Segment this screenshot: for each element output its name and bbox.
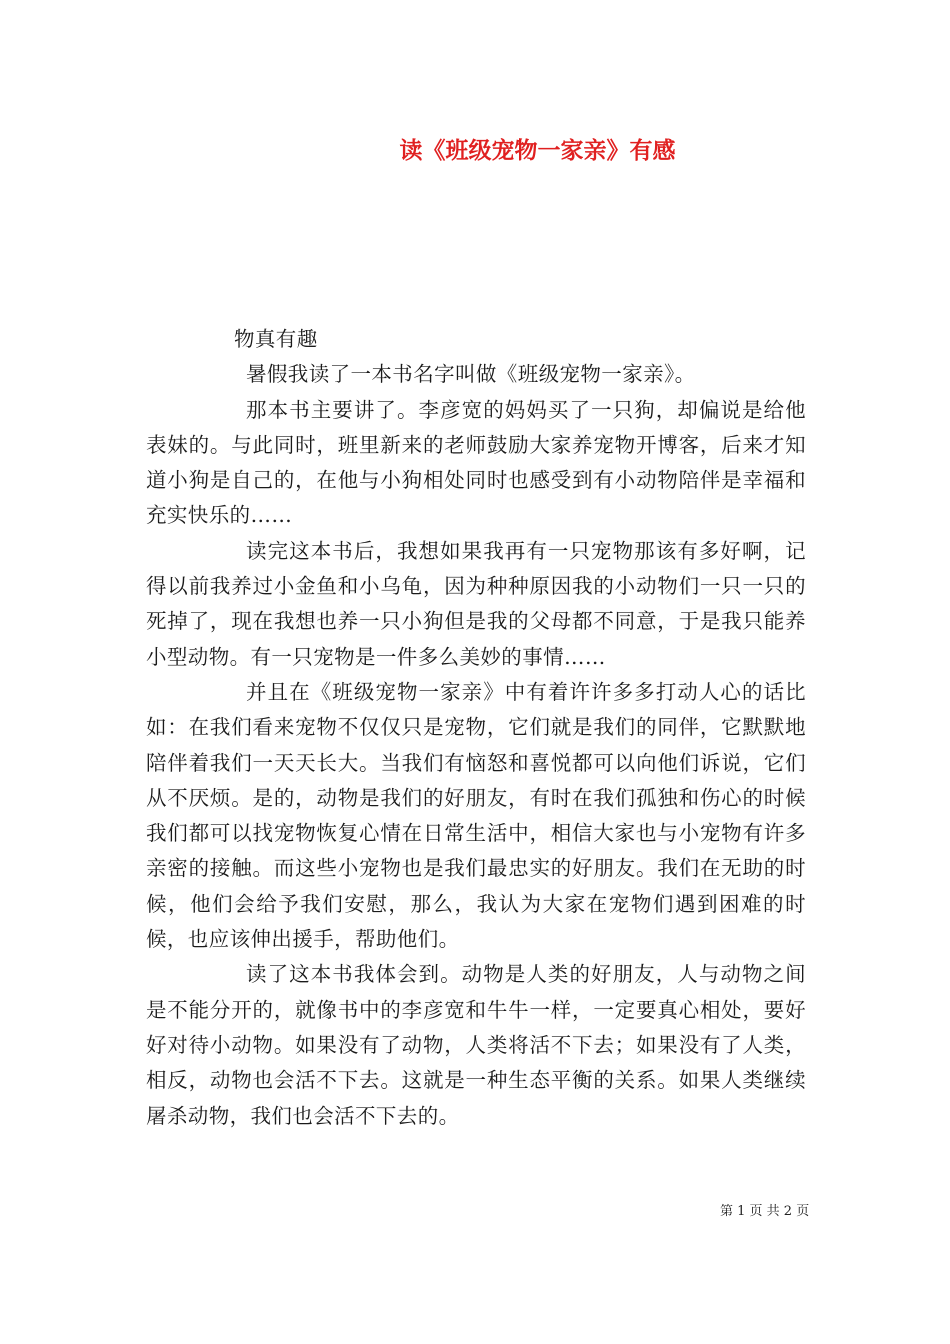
document-title: 读《班级宠物一家亲》有感 — [399, 137, 676, 164]
page-number-footer: 第 1 页 共 2 页 — [720, 1204, 810, 1219]
paragraph-4: 并且在《班级宠物一家亲》中有着许许多多打动人心的话比如：在我们看来宠物不仅仅只是宠物，它们就是我们的同伴，它默默地陪伴着我们一天天长大。当我们有恼怒和喜悦都可以向他们诉说，它们从不厌烦。是的，动物是我们的好朋友，有时在我们孤独和伤心的时候我们都可以找宠物恢复心情在日常生活中，相信大家也与小宠物有许多亲密的接触。而这些小宠物也是我们最忠实的好朋友。我们在无助的时候，他们会给予我们安慰，那么，我认为大家在宠物们遇到困难的时候，也应该伸出援手，帮助他们。 — [146, 679, 806, 952]
document-body — [146, 322, 806, 1134]
subtitle-line: 物真有趣 — [234, 327, 318, 351]
paragraph-3: 读完这本书后，我想如果我再有一只宠物那该有多好啊，记得以前我养过小金鱼和小乌龟，因为种种原因我的小动物们一只一只的死掉了，现在我想也养一只小狗但是我的父母都不同意，于是我只能养小型动物。有一只宠物是一件多么美妙的事情…… — [146, 538, 806, 669]
paragraph-2: 那本书主要讲了。李彦宽的妈妈买了一只狗，却偏说是给他表妹的。与此同时，班里新来的老师鼓励大家养宠物开博客，后来才知道小狗是自己的，在他与小狗相处同时也感受到有小动物陪伴是幸福和充实快乐的…… — [146, 397, 806, 528]
paragraph-5: 读了这本书我体会到。动物是人类的好朋友，人与动物之间是不能分开的，就像书中的李彦宽和牛牛一样，一定要真心相处，要好好对待小动物。如果没有了动物，人类将活不下去；如果没有了人类，相反，动物也会活不下去。这就是一种生态平衡的关系。如果人类继续屠杀动物，我们也会活不下去的。 — [146, 962, 806, 1128]
paragraph-1: 暑假我读了一本书名字叫做《班级宠物一家亲》。 — [246, 362, 696, 387]
